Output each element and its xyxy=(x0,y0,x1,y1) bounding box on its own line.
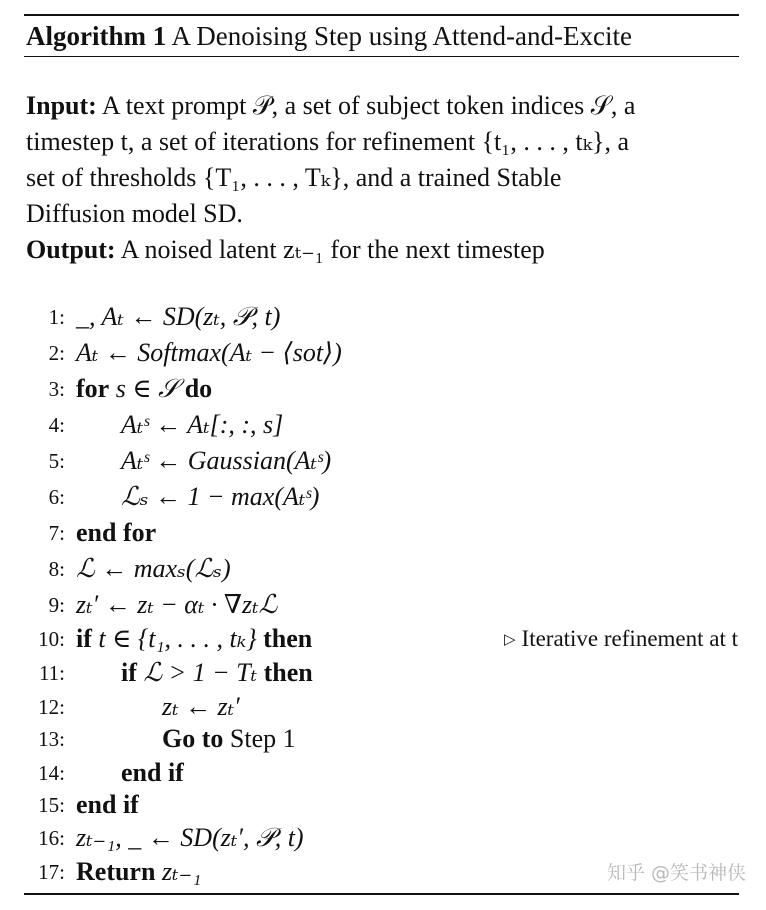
line-number: 7: xyxy=(48,521,65,545)
line-number: 1: xyxy=(48,305,65,329)
keyword: then xyxy=(263,658,313,687)
keyword: if xyxy=(76,624,92,653)
algorithm-line-6 xyxy=(24,480,740,514)
algorithm-line-1 xyxy=(24,300,740,334)
keyword: end if xyxy=(76,790,139,819)
line-code: Aₜˢ ← Aₜ[:, :, s] xyxy=(121,410,284,439)
algorithm-line-4 xyxy=(24,408,740,442)
algorithm-line-5 xyxy=(24,444,740,478)
algorithm-title xyxy=(26,18,632,54)
line-code: ℒₛ ← 1 − max(Aₜˢ) xyxy=(121,482,320,511)
algorithm-line-9 xyxy=(24,588,740,622)
line-code: Aₜ ← Softmax(Aₜ − ⟨sot⟩) xyxy=(76,338,342,367)
input-line-4: Diffusion model SD. xyxy=(26,199,243,228)
line-code: s ∈ 𝒮 xyxy=(115,374,179,403)
line-number: 17: xyxy=(38,860,65,884)
keyword: if xyxy=(121,658,137,687)
line-code: Aₜˢ ← Gaussian(Aₜˢ) xyxy=(121,446,332,475)
output-text: A noised latent zₜ₋₁ for the next timestep xyxy=(120,235,545,264)
algorithm-title-text: A Denoising Step using Attend-and-Excite xyxy=(171,21,632,51)
line-number: 11: xyxy=(38,661,65,685)
line-code: zₜ ← zₜ′ xyxy=(162,692,240,721)
line-number: 5: xyxy=(48,449,65,473)
line-number: 6: xyxy=(48,485,65,509)
keyword: do xyxy=(184,374,213,403)
algorithm-line-11 xyxy=(24,656,740,690)
keyword: Return xyxy=(76,857,156,886)
line-code: ℒ ← maxₛ(ℒₛ) xyxy=(76,554,231,583)
line-code: zₜ₋₁, _ ← SD(zₜ′, 𝒫, t) xyxy=(76,823,304,852)
line-number: 13: xyxy=(38,727,65,751)
algorithm-line-3 xyxy=(24,372,740,406)
line-code: Step 1 xyxy=(229,724,296,753)
line-number: 9: xyxy=(48,593,65,617)
line-comment xyxy=(504,622,738,659)
triangle-icon: ▷ xyxy=(503,632,516,648)
output-block xyxy=(26,232,736,268)
input-line-2: timestep t, a set of iterations for refinement {t₁, . . . , tₖ}, a xyxy=(26,127,630,156)
algorithm-line-12 xyxy=(24,690,740,724)
line-number: 16: xyxy=(38,826,65,850)
top-rule xyxy=(24,14,739,16)
algorithm-line-7 xyxy=(24,516,740,550)
line-number: 12: xyxy=(38,695,65,719)
line-number: 8: xyxy=(48,557,65,581)
bottom-rule xyxy=(24,893,739,895)
line-number: 15: xyxy=(38,793,65,817)
line-number: 14: xyxy=(38,761,65,785)
title-rule xyxy=(24,56,739,57)
line-number: 10: xyxy=(38,627,65,651)
line-number: 4: xyxy=(48,413,65,437)
algorithm-line-13 xyxy=(24,722,740,756)
line-code: _, Aₜ ← SD(zₜ, 𝒫, t) xyxy=(76,302,281,331)
comment-text: Iterative refinement at t xyxy=(521,626,738,651)
line-code: ℒ > 1 − Tₜ xyxy=(143,658,258,687)
algorithm-line-14 xyxy=(24,756,740,790)
keyword: then xyxy=(263,624,313,653)
input-label: Input: xyxy=(26,91,97,120)
watermark: 知乎 @笑书神侠 xyxy=(606,862,746,884)
line-code: zₜ₋₁ xyxy=(161,857,202,886)
line-code: zₜ′ ← zₜ − αₜ · ∇zₜℒ xyxy=(76,590,278,619)
output-label: Output: xyxy=(26,235,116,264)
line-number: 3: xyxy=(48,377,65,401)
input-block xyxy=(26,88,736,232)
algorithm-label: Algorithm 1 xyxy=(26,21,167,51)
input-line-1: A text prompt 𝒫, a set of subject token indices 𝒮, a xyxy=(101,91,636,120)
algorithm-line-2 xyxy=(24,336,740,370)
line-number: 2: xyxy=(48,341,65,365)
line-code: t ∈ {t₁, . . . , tₖ} xyxy=(98,624,257,653)
keyword: end if xyxy=(121,758,184,787)
algorithm-line-15 xyxy=(24,788,740,822)
keyword: Go to xyxy=(162,724,224,753)
input-line-3: set of thresholds {T₁, . . . , Tₖ}, and a trained Stable xyxy=(26,163,562,192)
keyword: end for xyxy=(76,518,157,547)
algorithm-line-8 xyxy=(24,552,740,586)
algorithm-line-16 xyxy=(24,821,740,855)
keyword: for xyxy=(76,374,110,403)
algorithm-line-10 xyxy=(24,622,740,656)
